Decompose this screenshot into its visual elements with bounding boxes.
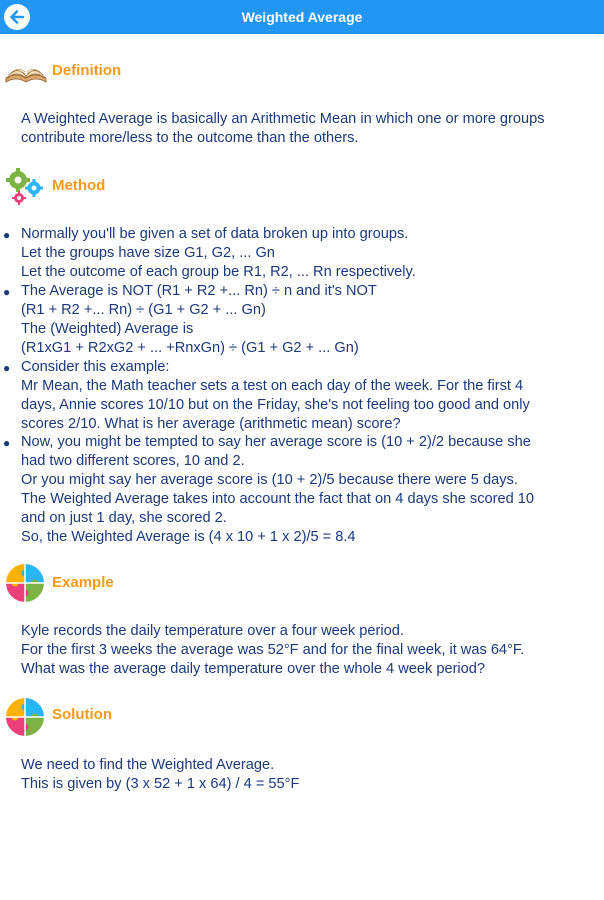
solution-header: [4, 696, 304, 740]
method-line: The Average is NOT (R1 + R2 +... Rn) ÷ n and it's NOT: [21, 283, 377, 299]
method-line: Let the outcome of each group be R1, R2, ... Rn respectively.: [21, 264, 416, 280]
method-line: Or you might say her average score is (10 + 2)/5 because there were 5 days.: [21, 472, 518, 488]
bullet-dot: ●: [3, 228, 11, 242]
method-line: (R1 + R2 +... Rn) ÷ (G1 + G2 + ... Gn): [21, 302, 266, 318]
method-bullet-4: [21, 433, 601, 547]
method-line: Normally you'll be given a set of data broken up into groups.: [21, 226, 409, 242]
method-line: (R1xG1 + R2xG2 + ... +RnxGn) ÷ (G1 + G2 + ... Gn): [21, 340, 359, 356]
method-line: Consider this example:: [21, 359, 170, 375]
definition-title: Definition: [52, 62, 122, 79]
puzzle-icon: [4, 696, 46, 738]
definition-line: contribute more/less to the outcome than the others.: [21, 130, 359, 146]
method-line: Now, you might be tempted to say her average score is (10 + 2)/2 because she: [21, 434, 531, 450]
method-line: Mr Mean, the Math teacher sets a test on each day of the week. For the first 4: [21, 378, 524, 394]
method-line: and on just 1 day, she scored 2.: [21, 510, 227, 526]
example-text: [21, 622, 601, 679]
method-line: had two different scores, 10 and 2.: [21, 453, 245, 469]
method-line: Let the groups have size G1, G2, ... Gn: [21, 245, 275, 261]
method-bullet-3: [21, 358, 601, 434]
puzzle-icon: [4, 562, 46, 604]
method-header: [4, 164, 304, 208]
bullet-dot: ●: [3, 285, 11, 299]
example-header: [4, 562, 304, 606]
method-title: Method: [52, 177, 106, 194]
method-bullet-2: [21, 282, 601, 358]
example-title: Example: [52, 574, 114, 591]
gears-icon: [4, 164, 46, 206]
method-line: The (Weighted) Average is: [21, 321, 194, 337]
example-line: Kyle records the daily temperature over a four week period.: [21, 623, 404, 639]
book-icon: [4, 56, 48, 86]
method-line: days, Annie scores 10/10 but on the Friday, she's not feeling too good and only: [21, 397, 530, 413]
solution-line: We need to find the Weighted Average.: [21, 757, 275, 773]
bullet-dot: ●: [3, 436, 11, 450]
method-line: The Weighted Average takes into account the fact that on 4 days she scored 10: [21, 491, 535, 507]
example-line: What was the average daily temperature over the whole 4 week period?: [21, 661, 486, 677]
page-title: Weighted Average: [241, 9, 363, 25]
definition-text: [21, 110, 601, 148]
solution-line: This is given by (3 x 52 + 1 x 64) / 4 = 55°F: [21, 776, 300, 792]
definition-line: A Weighted Average is basically an Arithmetic Mean in which one or more groups: [21, 111, 545, 127]
bullet-dot: ●: [3, 361, 11, 375]
top-bar: [0, 0, 604, 34]
method-bullet-1: [21, 225, 601, 282]
example-line: For the first 3 weeks the average was 52°F and for the final week, it was 64°F.: [21, 642, 525, 658]
solution-title: Solution: [52, 706, 112, 723]
method-line: So, the Weighted Average is (4 x 10 + 1 x 2)/5 = 8.4: [21, 529, 356, 545]
method-line: scores 2/10. What is her average (arithmetic mean) score?: [21, 416, 401, 432]
solution-text: [21, 756, 601, 794]
definition-header: [4, 56, 304, 100]
